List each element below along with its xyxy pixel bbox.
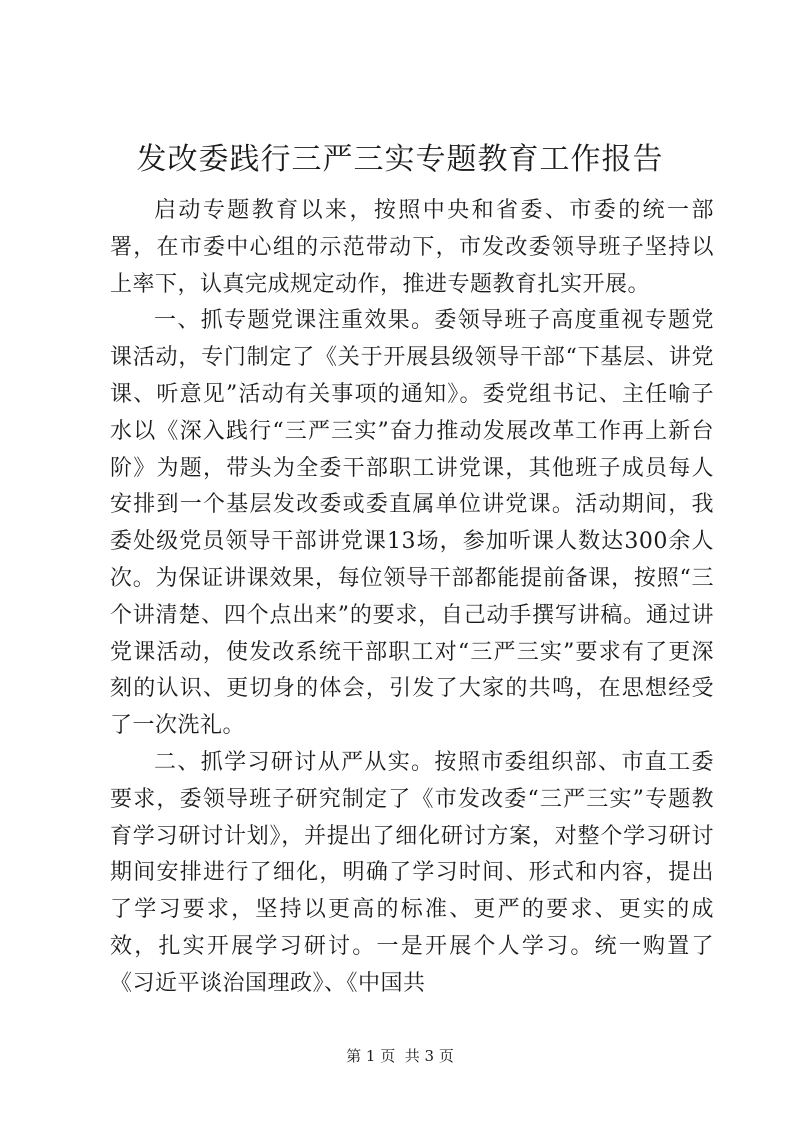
paragraph-section-two: 二、抓学习研讨从严从实。按照市委组织部、市直工委要求，委领导班子研究制定了《市发改委“三严三实”专题教育学习研讨计划》，并提出了细化研讨方案，对整个学习研讨期间安排进行了细化，明确了学习时间、形式和内容，提出了学习要求，坚持以更高的标准、更严的要求、更实的成效，扎实开展学习研讨。一是开展个人学习。统一购置了《习近平谈治国理政》、《中国共 <box>110 749 714 996</box>
page-number-label: 第 1 页 共 3 页 <box>346 1047 454 1065</box>
page-footer <box>0 1046 800 1066</box>
paragraph-section-one: 一、抓专题党课注重效果。委领导班子高度重视专题党课活动，专门制定了《关于开展县级领导干部“下基层、讲党课、听意见”活动有关事项的通知》。委党组书记、主任喻子水以《深入践行“三严三实”奋力推动发展改革工作再上新台阶》为题，带头为全委干部职工讲党课，其他班子成员每人安排到一个基层发改委或委直属单位讲党课。活动期间，我委处级党员领导干部讲党课13场，参加听课人数达300余人次。为保证讲课效果，每位领导干部都能提前备课，按照“三个讲清楚、四个点出来”的要求，自己动手撰写讲稿。通过讲党课活动，使发改系统干部职工对“三严三实”要求有了更深刻的认识、更切身的体会，引发了大家的共鸣，在思想经受了一次洗礼。 <box>110 308 714 739</box>
paragraph-intro: 启动专题教育以来，按照中央和省委、市委的统一部署，在市委中心组的示范带动下，市发改委领导班子坚持以上率下，认真完成规定动作，推进专题教育扎实开展。 <box>110 198 714 297</box>
document-body <box>110 193 714 1003</box>
document-title: 发改委践行三严三实专题教育工作报告 <box>136 142 664 177</box>
